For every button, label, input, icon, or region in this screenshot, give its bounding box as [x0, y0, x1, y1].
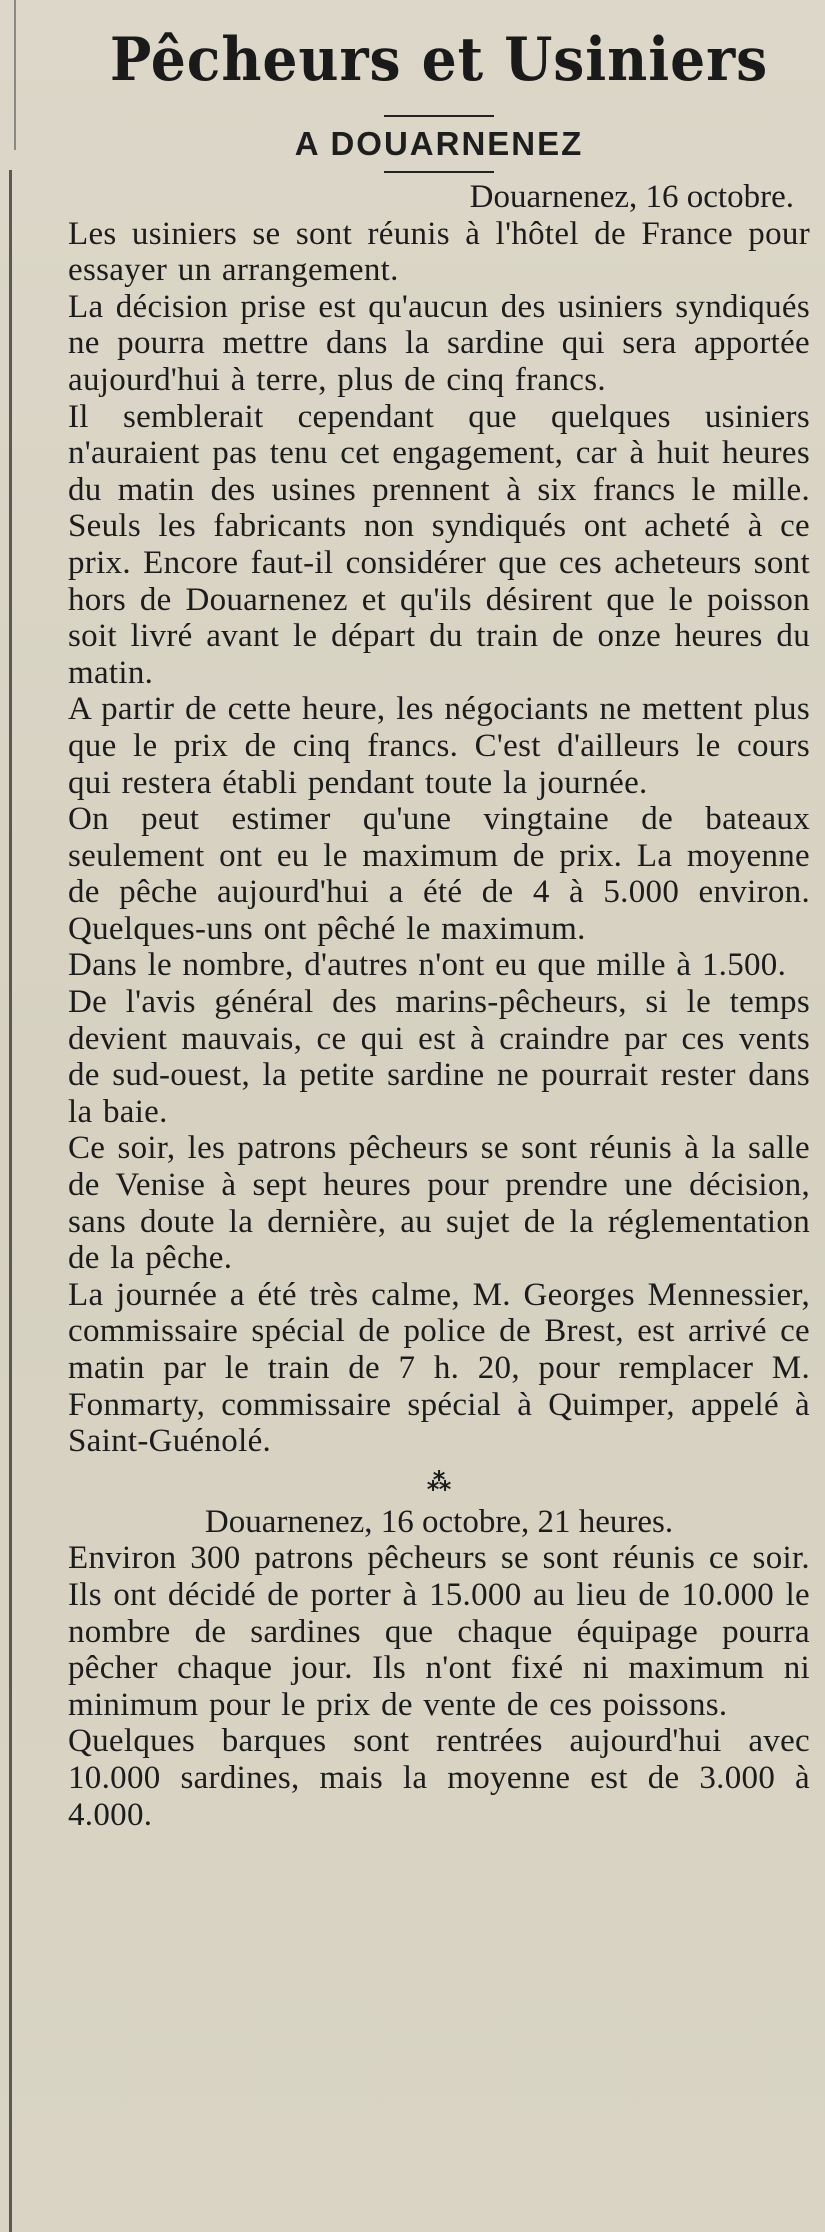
paragraph-10: Environ 300 patrons pêcheurs se sont réunis ce soir. Ils ont décidé de porter à 15.000 au lieu de 10.000 le nombre de sardines que chaque équipage pourra pêcher chaque jour. Ils n'ont fixé ni maximum ni minimum pour le prix de vente de ces poissons. [68, 1540, 810, 1723]
column-rule-top [14, 0, 16, 150]
paragraph-8: Ce soir, les patrons pêcheurs se sont réunis à la salle de Venise à sept heures pour prendre une décision, sans doute la dernière, au sujet de la réglementation de la pêche. [68, 1130, 810, 1277]
paragraph-6: Dans le nombre, d'autres n'ont eu que mille à 1.500. [68, 947, 787, 984]
paragraph-4: A partir de cette heure, les négociants ne mettent plus que le prix de cinq francs. C'est d'ailleurs le cours qui restera établi pendant toute la journée. [68, 691, 810, 801]
article-headline: Pêcheurs et Usiniers [109, 25, 769, 95]
paragraph-7: De l'avis général des marins-pêcheurs, si le temps devient mauvais, ce qui est à craindre par ces vents de sud-ouest, la petite sardine ne pourrait rester dans la baie. [68, 984, 810, 1130]
dateline-2: Douarnenez, 16 octobre, 21 heures. [204, 1503, 674, 1540]
paragraph-3: Il semblerait cependant que quelques usiniers n'auraient pas tenu cet engagement, car à huit heures du matin des usines prennent à six francs le mille. Seuls les fabricants non syndiqués ont acheté à ce prix. Encore faut-il considérer que ces acheteurs sont hors de Douarnenez et qu'ils désirent que le poisson soit livré avant le départ du train de onze heures du matin. [68, 398, 810, 691]
subhead-rule [384, 171, 494, 173]
paragraph-5: On peut estimer qu'une vingtaine de bateaux seulement ont eu le maximum de prix. La moyenne de pêche aujourd'hui a été de 4 à 5.000 environ. Quelques-uns ont pêché le maximum. [68, 801, 810, 947]
paragraph-9: La journée a été très calme, M. Georges Mennessier, commissaire spécial de police de Brest, est arrivé ce matin par le train de 7 h. 20, pour remplacer M. Fonmarty, commissaire spécial à Quimper, appelé à Saint-Guénolé. [68, 1276, 810, 1460]
article-column [68, 0, 810, 1833]
dateline: Douarnenez, 16 octobre. [469, 179, 794, 215]
paragraph-2: La décision prise est qu'aucun des usiniers syndiqués ne pourra mettre dans la sardine qui sera apportée aujourd'hui à terre, plus de cinq francs. [68, 288, 810, 398]
paragraph-11: Quelques barques sont rentrées aujourd'hui avec 10.000 sardines, mais la moyenne est de 3.000 à 4.000. [68, 1723, 810, 1833]
column-rule [9, 170, 12, 2232]
paragraph-1: Les usiniers se sont réunis à l'hôtel de France pour essayer un arrangement. [68, 215, 810, 289]
article-subhead: A DOUARNENEZ [294, 125, 584, 162]
asterism-separator: ⁂ [426, 1467, 452, 1496]
